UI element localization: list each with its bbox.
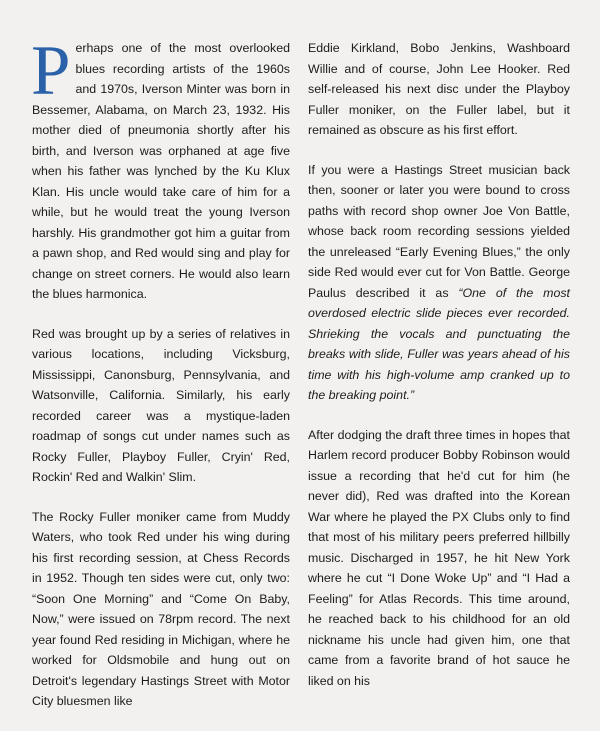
paragraph-rocky-fuller: The Rocky Fuller moniker came from Muddy Waters, who took Red under his wing during his first recording session, at Chess Records in 1952. Though ten sides were cut, only two: “Soon One Morning” and “Come On Baby, Now,” were issued on 78rpm record. The next year found Red residing in Michigan, where he worked for Oldsmobile and hung out on Detroit's legendary Hastings Street with Motor City bluesmen like [32,509,290,708]
left-column [31,32,290,731]
drop-cap: P [31,32,71,110]
paragraph-hastings-street-text: If you were a Hastings Street musician back then, sooner or later you were bound to cross paths with record shop owner Joe Von Battle, whose back room recording sessions yielded the unreleased “Early Evening Blues,” the only side Red would ever cut for Von Battle. George Paulus described it as [308,162,570,300]
right-column [308,38,570,710]
paragraph-intro-text: erhaps one of the most overlooked blues recording artists of the 1960s and 1970s, Iverson Minter was born in Bessemer, Alabama, on March 23, 1932. His mother died of pneumonia shortly after his birth, and Iverson was orphaned at age five when his father was lynched by the Ku Klux Klan. His uncle would take care of him for a while, but he would treat the young Iverson harshly. His grandmother got him a guitar from a pawn shop, and Red would sing and play for change on street corners. He would also learn the blues harmonica. [32,41,290,301]
paulus-quote: “One of the most overdosed electric slide pieces ever recorded. Shrieking the vocals and punctuating the breaks with slide, Fuller was years ahead of his time with his high-volume amp cranked up to the breaking point.” [308,285,570,402]
paragraph-continuation: Eddie Kirkland, Bobo Jenkins, Washboard Willie and of course, John Lee Hooker. Red self-released his next disc under the Playboy Fuller moniker, on the Fuller label, but it remained as obscure as his first effort. [308,41,570,137]
paragraph-draft: After dodging the draft three times in hopes that Harlem record producer Bobby Robinson would issue a recording that he'd cut for him (he never did), Red was drafted into the Korean War where he played the PX Clubs only to find that most of his military peers preferred hillbilly music. Discharged in 1957, he hit New York where he cut “I Done Woke Up” and “I Had a Feeling” for Atlas Records. This time around, he reached back to his childhood for an old nickname his uncle had given him, one that came from a favorite brand of hot sauce he liked on his [308,427,570,688]
paragraph-hastings-street [308,160,570,406]
paragraph-intro [31,32,290,305]
paragraph-relatives: Red was brought up by a series of relatives in various locations, including Vicksburg, Mississippi, Canonsburg, Pennsylvania, and Watsonville, California. Similarly, his early recorded career was a mystique-laden roadmap of songs cut under names such as Rocky Fuller, Playboy Fuller, Cryin' Red, Rockin' Red and Walkin' Slim. [32,326,290,484]
